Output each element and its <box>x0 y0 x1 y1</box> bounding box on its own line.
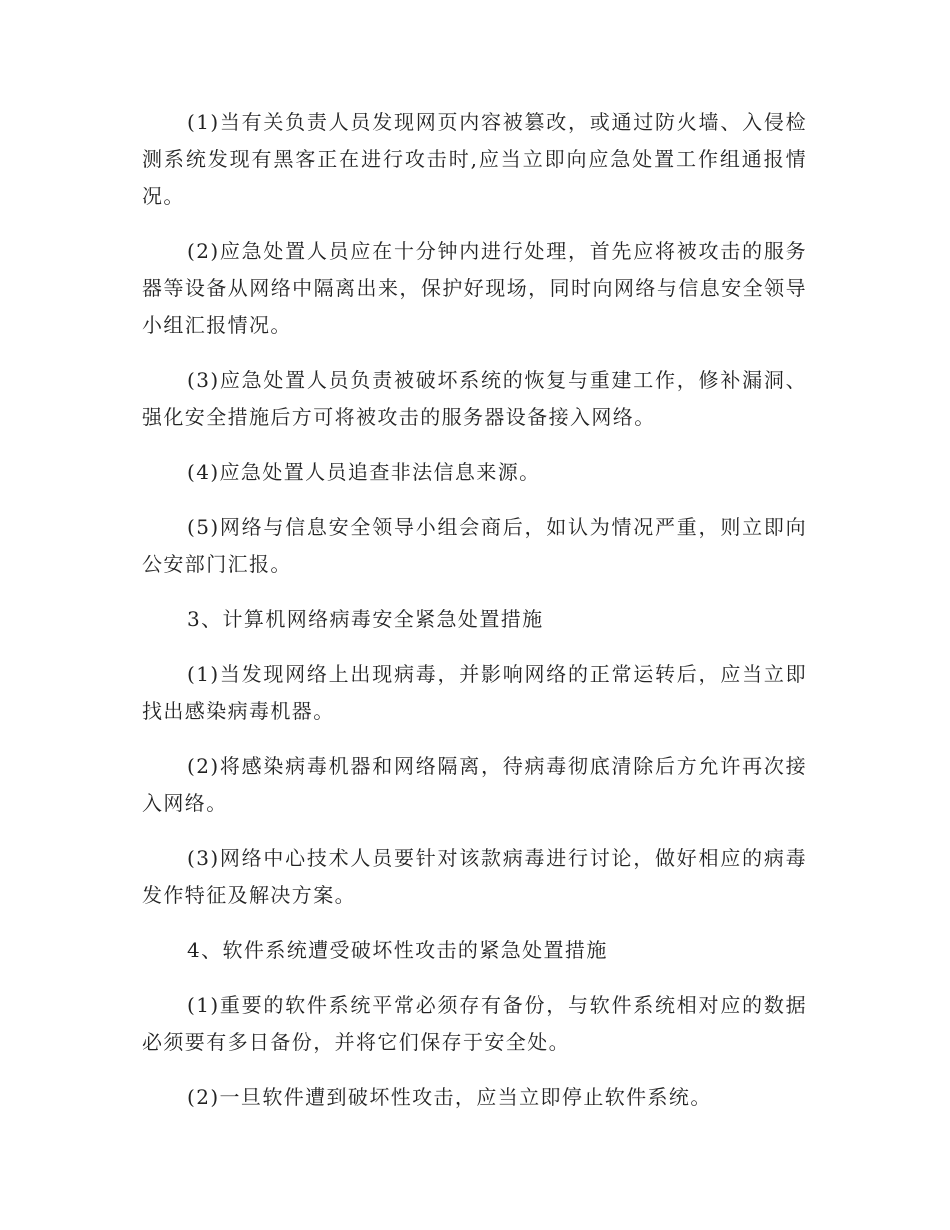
paragraph-2: (2)应急处置人员应在十分钟内进行处理，首先应将被攻击的服务器等设备从网络中隔离出来，保护好现场，同时向网络与信息安全领导小组汇报情况。 <box>142 239 807 337</box>
paragraph-1: (1)当有关负责人员发现网页内容被篡改，或通过防火墙、入侵检测系统发现有黑客正在进行攻击时,应当立即向应急处置工作组通报情况。 <box>142 110 807 208</box>
paragraph-5: (5)网络与信息安全领导小组会商后，如认为情况严重，则立即向公安部门汇报。 <box>142 515 807 576</box>
paragraph-7: (2)将感染病毒机器和网络隔离，待病毒彻底清除后方允许再次接入网络。 <box>142 754 807 815</box>
paragraph-4: (4)应急处置人员追查非法信息来源。 <box>187 460 541 484</box>
paragraph-8: (3)网络中心技术人员要针对该款病毒进行讨论，做好相应的病毒发作特征及解决方案。 <box>142 846 807 907</box>
document-body <box>142 104 807 1134</box>
paragraph-3: (3)应急处置人员负责被破坏系统的恢复与重建工作，修补漏洞、强化安全措施后方可将被攻击的服务器设备接入网络。 <box>142 368 807 429</box>
paragraph-9: (1)重要的软件系统平常必须存有备份，与软件系统相对应的数据必须要有多日备份，并将它们保存于安全处。 <box>142 993 807 1054</box>
section-heading-4: 4、软件系统遭受破坏性攻击的紧急处置措施 <box>187 938 608 962</box>
paragraph-10: (2)一旦软件遭到破坏性攻击，应当立即停止软件系统。 <box>187 1085 712 1109</box>
paragraph-6: (1)当发现网络上出现病毒，并影响网络的正常运转后，应当立即找出感染病毒机器。 <box>142 662 807 723</box>
section-heading-3: 3、计算机网络病毒安全紧急处置措施 <box>187 607 544 631</box>
